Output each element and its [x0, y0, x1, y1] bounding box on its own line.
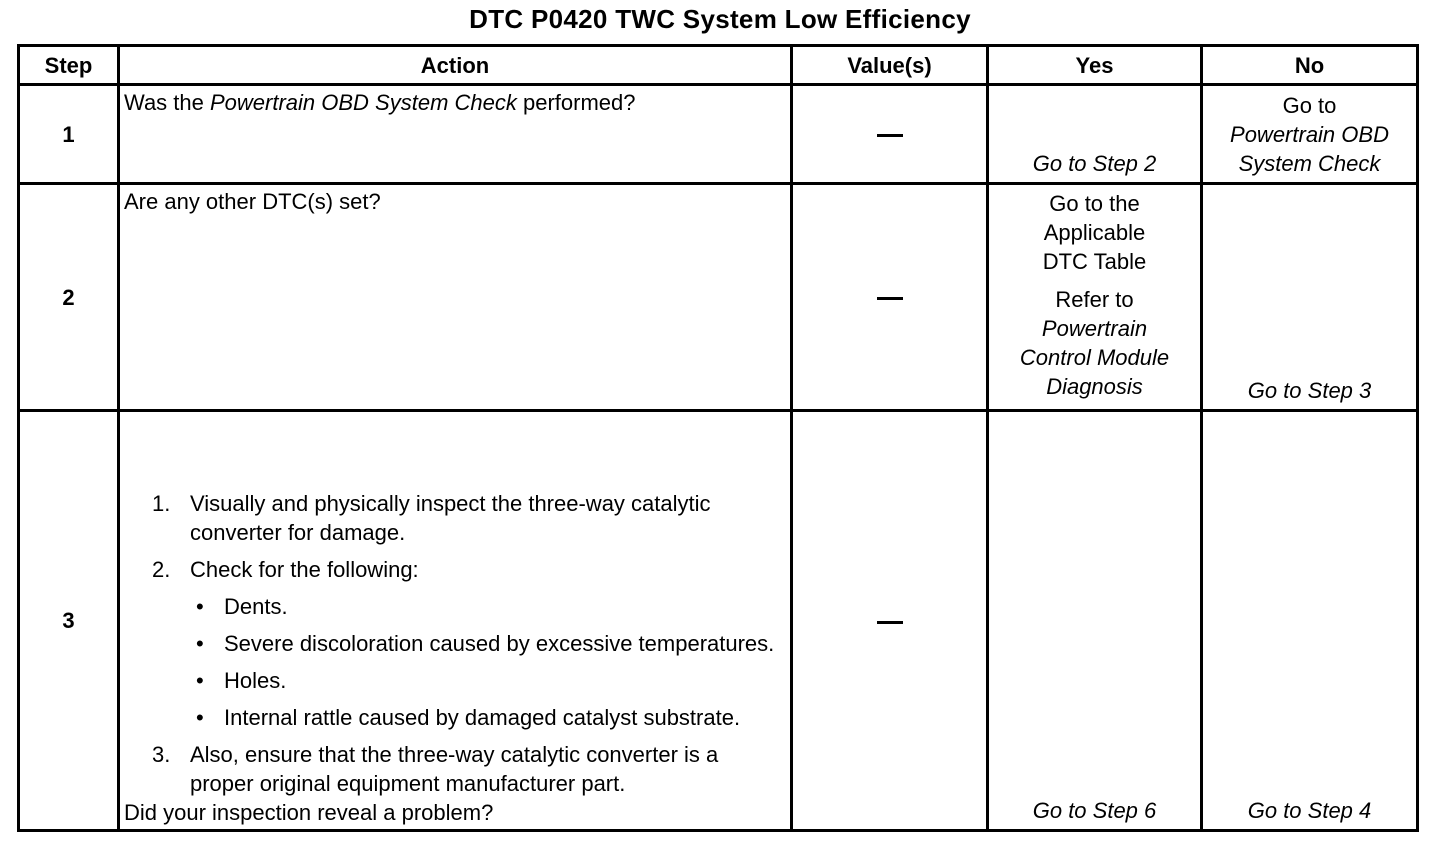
yes-cell — [988, 184, 1202, 411]
header-no: No — [1202, 46, 1418, 85]
diagnostic-table — [17, 44, 1419, 832]
action-text: performed? — [516, 90, 636, 115]
action-text: Are any other DTC(s) set? — [124, 189, 381, 214]
substep-number: 2. — [152, 557, 171, 582]
list-item — [190, 666, 786, 695]
yes-cell — [988, 411, 1202, 831]
list-item — [124, 740, 786, 798]
value-cell — [792, 184, 988, 411]
yes-cell — [988, 85, 1202, 184]
table-row — [19, 184, 1418, 411]
header-step: Step — [19, 46, 119, 85]
action-cell — [119, 184, 792, 411]
substep-number: 3. — [152, 742, 171, 767]
step-number: 3 — [19, 411, 119, 831]
action-cell — [119, 85, 792, 184]
bullet-icon: • — [196, 631, 204, 656]
list-item — [190, 592, 786, 621]
yes-text: Go to Step 6 — [1032, 798, 1157, 823]
header-yes: Yes — [988, 46, 1202, 85]
substep-number: 1. — [152, 491, 171, 516]
bullet-text: Holes. — [224, 668, 287, 693]
yes-text: Go to Step 2 — [1032, 151, 1157, 176]
substep-text: Also, ensure that the three-way catalytic converter is a proper original equipment manufacturer part. — [190, 742, 719, 796]
action-text: Was the — [124, 90, 210, 115]
action-cell — [119, 411, 792, 831]
bullet-text: Internal rattle caused by damaged catalyst substrate. — [224, 705, 741, 730]
no-cell — [1202, 411, 1418, 831]
action-question: Did your inspection reveal a problem? — [124, 800, 494, 825]
list-item — [190, 629, 786, 658]
bullet-icon: • — [196, 594, 204, 619]
no-cell — [1202, 184, 1418, 411]
header-values: Value(s) — [792, 46, 988, 85]
no-cell — [1202, 85, 1418, 184]
step-number: 1 — [19, 85, 119, 184]
action-reference: Powertrain OBD System Check — [210, 90, 517, 115]
substep-text: Check for the following: — [190, 557, 419, 582]
value-cell — [792, 85, 988, 184]
list-item — [190, 703, 786, 732]
no-text: Go to Step 4 — [1247, 798, 1372, 823]
no-reference: Powertrain OBD System Check — [1230, 122, 1389, 176]
substep-text: Visually and physically inspect the three-way catalytic converter for damage. — [190, 491, 711, 545]
no-text: Go to Step 3 — [1247, 378, 1372, 403]
substep-list — [124, 489, 786, 798]
bullet-list — [190, 592, 786, 732]
bullet-text: Dents. — [224, 594, 288, 619]
value-dash — [877, 621, 903, 624]
yes-reference: Powertrain Control Module Diagnosis — [1019, 316, 1170, 399]
yes-refer-text: Refer to — [1055, 287, 1134, 312]
yes-text: Go to the Applicable DTC Table — [1042, 191, 1147, 274]
bullet-text: Severe discoloration caused by excessive temperatures. — [224, 631, 775, 656]
page-title: DTC P0420 TWC System Low Efficiency — [469, 4, 971, 34]
bullet-icon: • — [196, 668, 204, 693]
bullet-icon: • — [196, 705, 204, 730]
step-number: 2 — [19, 184, 119, 411]
list-item — [124, 555, 786, 732]
table-row — [19, 411, 1418, 831]
value-dash — [877, 297, 903, 300]
header-row — [19, 46, 1418, 85]
no-text: Go to — [1282, 93, 1337, 118]
header-action: Action — [119, 46, 792, 85]
value-cell — [792, 411, 988, 831]
table-row — [19, 85, 1418, 184]
value-dash — [877, 134, 903, 137]
list-item — [124, 489, 786, 547]
